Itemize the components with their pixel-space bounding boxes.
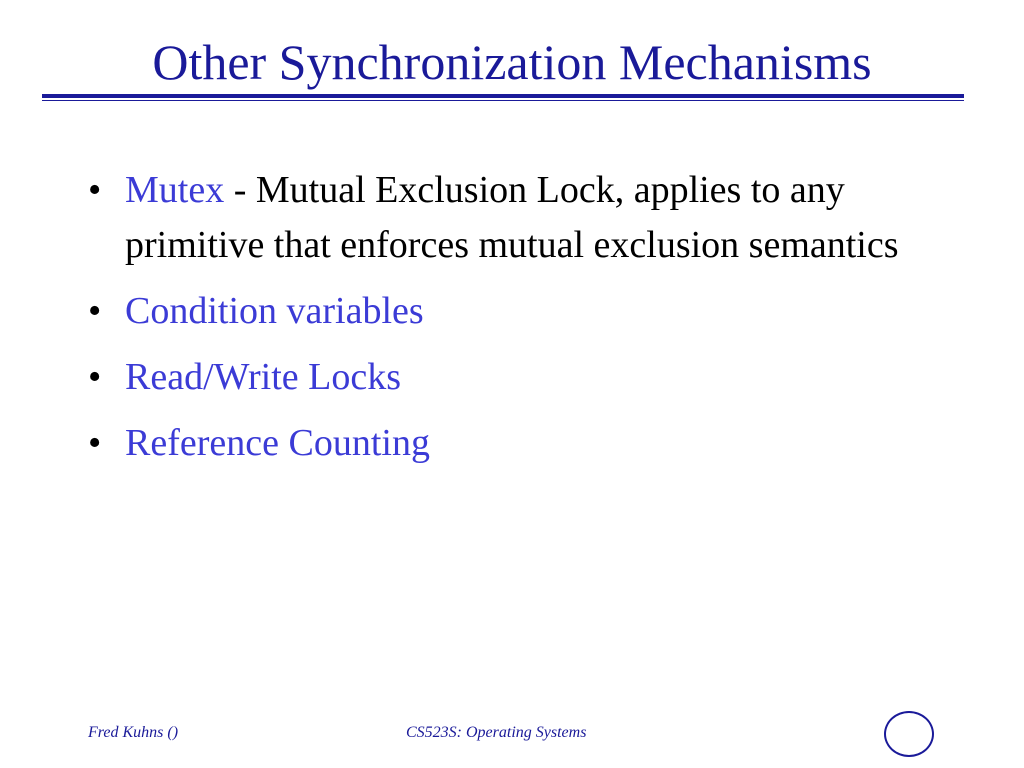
slide-title: Other Synchronization Mechanisms xyxy=(152,34,872,90)
title-underline-thick xyxy=(42,94,964,98)
bullet-dot-icon: • xyxy=(88,356,102,398)
footer-course: CS523S: Operating Systems xyxy=(406,724,587,741)
bullet-item-reference-counting xyxy=(88,416,938,471)
title-underline-thin xyxy=(42,100,964,101)
bullet-dot-icon: • xyxy=(88,422,102,464)
bullet-term: Reference Counting xyxy=(125,422,430,464)
bullet-term: Condition variables xyxy=(125,290,424,332)
bullet-dot-icon: • xyxy=(88,169,102,211)
bullet-term: Mutex xyxy=(125,169,225,211)
bullet-description: - Mutual Exclusion Lock, applies to any primitive that enforces mutual exclusion semantics xyxy=(125,169,899,266)
bullet-item-condition-variables xyxy=(88,284,938,339)
bullet-term: Read/Write Locks xyxy=(125,356,401,398)
footer-circle-icon xyxy=(884,711,934,757)
bullet-item-read-write-locks xyxy=(88,350,938,405)
bullet-dot-icon: • xyxy=(88,290,102,332)
bullet-list xyxy=(88,163,938,482)
footer-author: Fred Kuhns () xyxy=(88,724,179,741)
bullet-item-mutex xyxy=(88,163,938,273)
